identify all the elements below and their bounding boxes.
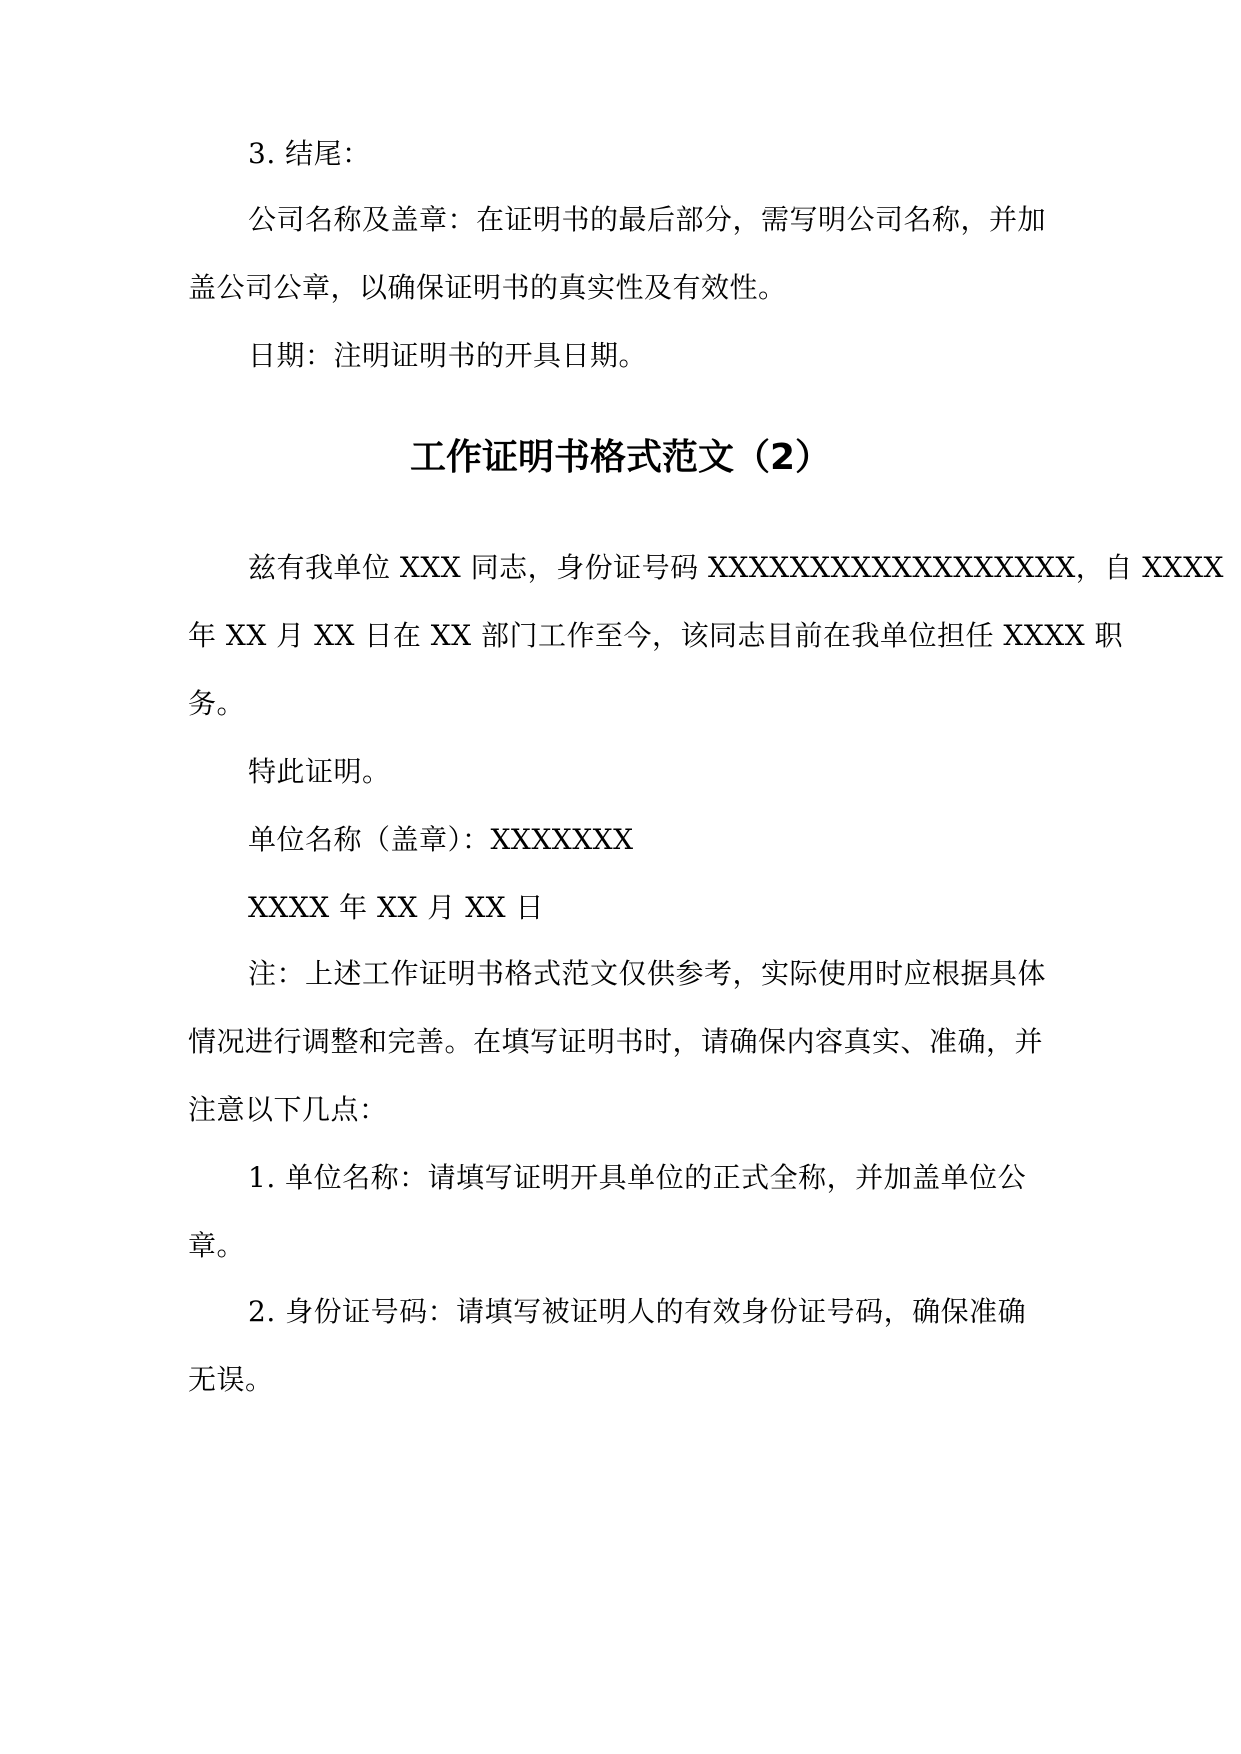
note-list-item-continuation: 无误。	[188, 1363, 274, 1396]
certificate-body-line: 年 XX 月 XX 日在 XX 部门工作至今，该同志目前在我单位担任 XXXX 职	[188, 619, 1124, 652]
note-line: 注：上述工作证明书格式范文仅供参考，实际使用时应根据具体	[248, 957, 1047, 990]
certificate-body-line: 务。	[188, 687, 246, 720]
certificate-date: XXXX 年 XX 月 XX 日	[248, 891, 544, 924]
paragraph-line: 公司名称及盖章：在证明书的最后部分，需写明公司名称，并加	[248, 203, 1047, 236]
section-heading: 3. 结尾：	[248, 137, 371, 170]
paragraph-line: 盖公司公章，以确保证明书的真实性及有效性。	[188, 271, 787, 304]
paragraph-line: 日期：注明证明书的开具日期。	[248, 339, 648, 372]
note-line: 情况进行调整和完善。在填写证明书时，请确保内容真实、准确，并	[188, 1025, 1044, 1058]
page-title: 工作证明书格式范文（2）	[409, 437, 832, 478]
note-list-item: 1. 单位名称：请填写证明开具单位的正式全称，并加盖单位公	[248, 1161, 1027, 1194]
certificate-body-line: 兹有我单位 XXX 同志，身份证号码 XXXXXXXXXXXXXXXXXX，自 XXXX	[248, 551, 1224, 584]
note-list-item-continuation: 章。	[188, 1229, 246, 1262]
certificate-unit: 单位名称（盖章）：XXXXXXX	[248, 823, 634, 856]
certificate-closing: 特此证明。	[248, 755, 391, 788]
note-line: 注意以下几点：	[188, 1093, 388, 1126]
note-list-item: 2. 身份证号码：请填写被证明人的有效身份证号码，确保准确	[248, 1295, 1027, 1328]
